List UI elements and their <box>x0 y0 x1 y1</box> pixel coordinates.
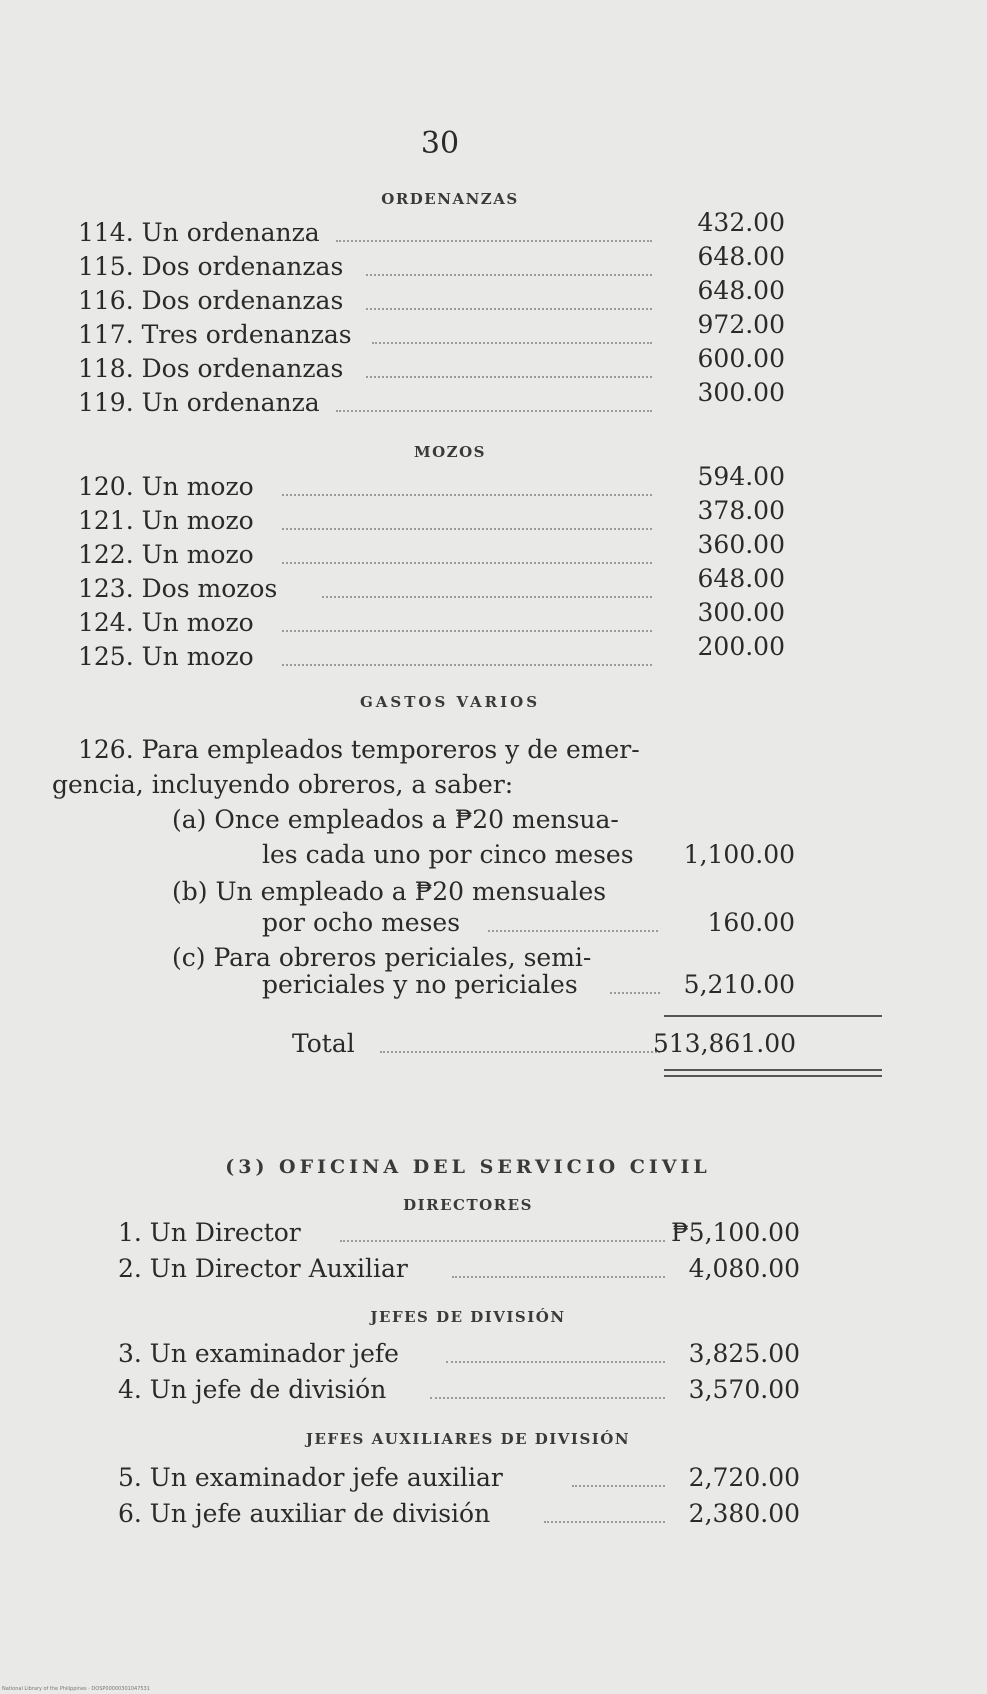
item-amount: 3,825.00 <box>688 1339 800 1368</box>
ledger-row <box>0 968 900 1002</box>
item-label: 6. Un jefe auxiliar de división <box>118 1499 491 1528</box>
total-double-rule-top <box>664 1069 882 1071</box>
item-amount: 300.00 <box>697 378 785 407</box>
leader-dots <box>380 1027 660 1053</box>
item-amount: 594.00 <box>697 462 785 491</box>
section-heading-directores: DIRECTORES <box>403 1196 533 1214</box>
item-126-line-1: 126. Para empleados temporeros y de emer- <box>78 735 640 764</box>
item-label: 125. Un mozo <box>78 642 254 671</box>
leader-dots <box>366 284 652 310</box>
ledger-row <box>0 632 900 674</box>
item-amount: 648.00 <box>697 276 785 305</box>
ledger-row <box>0 906 900 940</box>
leader-dots <box>488 906 658 932</box>
leader-dots <box>452 1252 665 1278</box>
leader-dots <box>610 968 660 994</box>
item-label: 5. Un examinador jefe auxiliar <box>118 1463 503 1492</box>
ledger-row <box>0 1461 900 1495</box>
leader-dots <box>336 386 652 412</box>
leader-dots <box>366 352 652 378</box>
item-label: 123. Dos mozos <box>78 574 278 603</box>
item-label: les cada uno por cinco meses <box>262 840 634 869</box>
item-label: 116. Dos ordenanzas <box>78 286 344 315</box>
item-amount: 648.00 <box>697 564 785 593</box>
item-label: 121. Un mozo <box>78 506 254 535</box>
ledger-row <box>0 1337 900 1371</box>
item-amount: 648.00 <box>697 242 785 271</box>
item-label: 1. Un Director <box>118 1218 301 1247</box>
section-heading-mozos: MOZOS <box>413 443 487 461</box>
page-number: 30 <box>420 126 460 161</box>
item-amount: 160.00 <box>707 908 795 937</box>
item-amount: 4,080.00 <box>688 1254 800 1283</box>
item-label: por ocho meses <box>262 908 461 937</box>
ledger-row <box>0 838 900 872</box>
item-label: 114. Un ordenanza <box>78 218 320 247</box>
total-double-rule-bottom <box>664 1075 882 1077</box>
leader-dots <box>446 1337 665 1363</box>
ledger-row <box>0 1497 900 1531</box>
section-heading-jefes-division: JEFES DE DIVISIÓN <box>370 1308 566 1326</box>
ledger-row <box>0 1252 900 1286</box>
item-label: 119. Un ordenanza <box>78 388 320 417</box>
section-heading-ordenanzas: ORDENANZAS <box>381 190 519 208</box>
item-amount: 378.00 <box>697 496 785 525</box>
subitem-c-line-1: (c) Para obreros periciales, semi- <box>172 943 592 972</box>
item-amount: 300.00 <box>697 598 785 627</box>
item-label: 122. Un mozo <box>78 540 254 569</box>
item-amount: 1,100.00 <box>683 840 795 869</box>
leader-dots <box>282 606 652 632</box>
item-amount: 5,210.00 <box>683 970 795 999</box>
leader-dots <box>282 470 652 496</box>
leader-dots <box>372 318 652 344</box>
subitem-b-line-1: (b) Un empleado a ₱20 mensuales <box>172 877 607 906</box>
subitem-a-line-1: (a) Once empleados a ₱20 mensua- <box>172 805 619 834</box>
item-label: 115. Dos ordenanzas <box>78 252 344 281</box>
item-label: 124. Un mozo <box>78 608 254 637</box>
leader-dots <box>282 538 652 564</box>
total-row <box>0 1027 900 1061</box>
item-amount: 200.00 <box>697 632 785 661</box>
item-label: 3. Un examinador jefe <box>118 1339 399 1368</box>
item-label: 120. Un mozo <box>78 472 254 501</box>
leader-dots <box>322 572 652 598</box>
subtotal-rule <box>664 1015 882 1017</box>
ledger-row <box>0 378 900 420</box>
item-amount: 600.00 <box>697 344 785 373</box>
item-label: 4. Un jefe de división <box>118 1375 387 1404</box>
ledger-row <box>0 1216 900 1250</box>
leader-dots <box>430 1373 665 1399</box>
ledger-row <box>0 1373 900 1407</box>
item-amount: 432.00 <box>697 208 785 237</box>
item-label: 2. Un Director Auxiliar <box>118 1254 408 1283</box>
scan-footer-note: National Library of the Philippines · DOSP00000301047531 <box>2 1686 150 1692</box>
leader-dots <box>336 216 652 242</box>
item-label: 117. Tres ordenanzas <box>78 320 352 349</box>
item-amount: 3,570.00 <box>688 1375 800 1404</box>
total-label: Total <box>292 1029 355 1058</box>
leader-dots <box>544 1497 665 1523</box>
item-amount: 972.00 <box>697 310 785 339</box>
total-amount: 513,861.00 <box>652 1029 796 1058</box>
leader-dots <box>572 1461 665 1487</box>
leader-dots <box>282 504 652 530</box>
item-amount: 2,720.00 <box>688 1463 800 1492</box>
item-126-line-2: gencia, incluyendo obreros, a saber: <box>52 770 514 799</box>
item-label: 118. Dos ordenanzas <box>78 354 344 383</box>
leader-dots <box>366 250 652 276</box>
leader-dots <box>340 1216 665 1242</box>
item-amount: ₱5,100.00 <box>671 1218 800 1247</box>
item-amount: 2,380.00 <box>688 1499 800 1528</box>
office-title: (3) OFICINA DEL SERVICIO CIVIL <box>225 1156 711 1178</box>
leader-dots <box>282 640 652 666</box>
section-heading-gastos-varios: GASTOS VARIOS <box>359 693 541 711</box>
item-label: periciales y no periciales <box>262 970 578 999</box>
section-heading-jefes-auxiliares: JEFES AUXILIARES DE DIVISIÓN <box>305 1430 631 1448</box>
item-amount: 360.00 <box>697 530 785 559</box>
